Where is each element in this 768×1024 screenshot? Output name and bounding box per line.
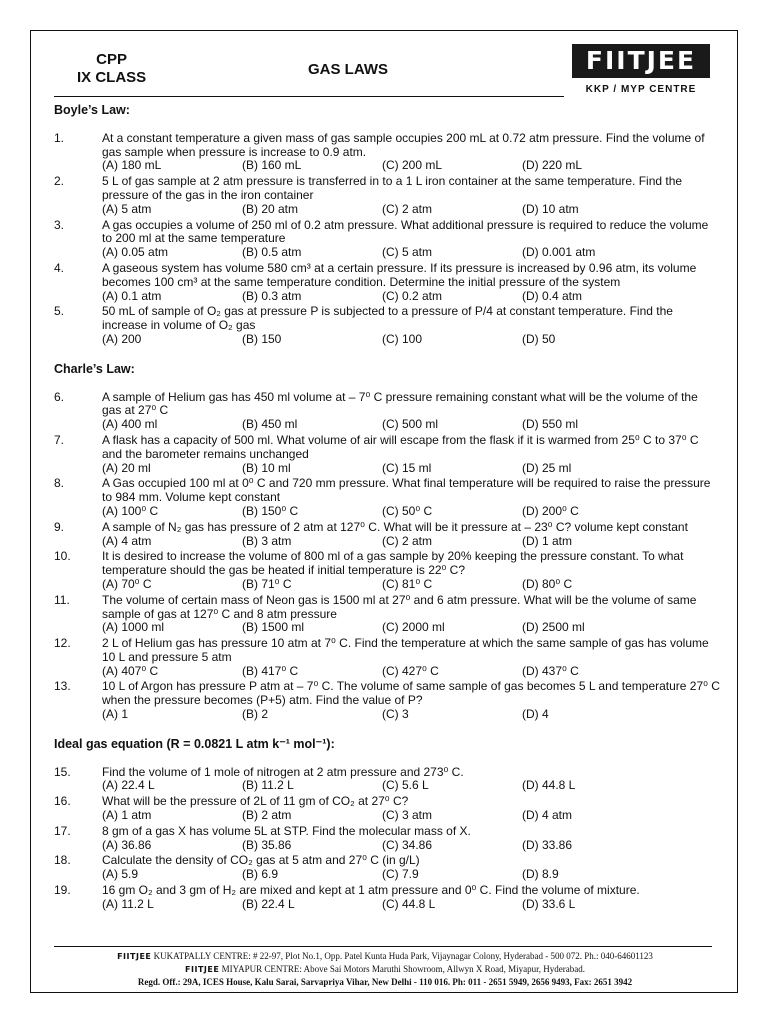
answer-options	[102, 333, 720, 347]
question-item	[54, 521, 720, 549]
question-body	[102, 219, 720, 260]
answer-option: (C) 500 ml	[382, 417, 439, 432]
question-text: 50 mL of sample of O₂ gas at pressure P is subjected to a pressure of P/4 at constant temperature. Find the increase in volume of O₂ gas	[102, 304, 673, 333]
answer-option: (D) 550 ml	[522, 417, 579, 432]
answer-option: (B) 2 atm	[242, 808, 292, 823]
fiitjee-logo: FIITJEE	[572, 44, 710, 78]
answer-options	[102, 418, 720, 432]
question-text: A gas occupies a volume of 250 ml of 0.2 atm pressure. What additional pressure is required to reduce the volume to 200 ml at the same temperature	[102, 217, 709, 246]
footer-line-3	[40, 976, 730, 989]
question-text: Find the volume of 1 mole of nitrogen at 2 atm pressure and 273⁰ C.	[102, 764, 464, 779]
answer-option: (A) 400 ml	[102, 417, 158, 432]
question-number: 5.	[54, 304, 65, 319]
centre-label: KKP / MYP CENTRE	[585, 84, 697, 95]
answer-option: (A) 1000 ml	[102, 620, 165, 635]
answer-option: (B) 417⁰ C	[242, 663, 299, 678]
answer-option: (A) 0.05 atm	[102, 245, 169, 260]
answer-option: (A) 11.2 L	[102, 896, 154, 911]
question-number: 1.	[54, 130, 65, 145]
question-body	[102, 305, 720, 346]
cpp-label: CPP	[96, 51, 128, 68]
question-number: 12.	[54, 636, 71, 651]
answer-option: (B) 0.5 atm	[242, 245, 302, 260]
answer-option: (A) 1	[102, 707, 129, 722]
question-number: 16.	[54, 794, 71, 809]
question-text: A sample of Helium gas has 450 ml volume at – 7⁰ C pressure remaining constant what will be the volume of the gas at 27⁰ C	[102, 389, 698, 418]
answer-options	[102, 246, 720, 260]
answer-option: (C) 81⁰ C	[382, 576, 433, 591]
answer-option: (D) 4 atm	[522, 808, 573, 823]
question-number: 18.	[54, 853, 71, 868]
header-divider	[54, 96, 564, 97]
answer-option: (B) 11.2 L	[242, 778, 294, 793]
answer-option: (C) 2000 ml	[382, 620, 445, 635]
question-number: 9.	[54, 519, 65, 534]
question-item	[54, 637, 720, 678]
question-item	[54, 550, 720, 591]
answer-option: (D) 200⁰ C	[522, 503, 579, 518]
question-text: 5 L of gas sample at 2 atm pressure is transferred in to a 1 L iron container at the same temperature. Find the pressure of the gas in the iron container	[102, 174, 683, 202]
question-text: It is desired to increase the volume of 800 ml of a gas sample by 20% keeping the pressure constant. To what temperature should the gas be heated if initial temperature is 22⁰ C?	[102, 549, 684, 578]
question-number: 15.	[54, 764, 71, 779]
question-body	[102, 594, 720, 635]
answer-option: (B) 0.3 atm	[242, 288, 302, 303]
question-text: A sample of N₂ gas has pressure of 2 atm at 127⁰ C. What will be it pressure at – 23⁰ C? volume kept constant	[102, 519, 688, 534]
question-text: 8 gm of a gas X has volume 5L at STP. Find the molecular mass of X.	[102, 823, 471, 838]
answer-option: (D) 8.9	[522, 867, 559, 882]
answer-options	[102, 839, 720, 853]
answer-option: (C) 34.86	[382, 837, 433, 852]
question-text: A flask has a capacity of 500 ml. What volume of air will escape from the flask if it is warmed from 25⁰ C to 37⁰ C and the barometer remains unchanged	[102, 432, 699, 461]
section-heading: Ideal gas equation (R = 0.0821 L atm k⁻¹ mol⁻¹):	[54, 736, 335, 751]
answer-options	[102, 708, 720, 722]
question-number: 11.	[54, 592, 70, 607]
answer-option: (D) 0.001 atm	[522, 245, 596, 260]
question-item	[54, 262, 720, 303]
answer-option: (B) 22.4 L	[242, 896, 295, 911]
page-title: GAS LAWS	[308, 61, 389, 78]
answer-option: (A) 70⁰ C	[102, 576, 152, 591]
footer	[40, 950, 730, 989]
section-gap	[54, 914, 720, 924]
answer-option: (A) 5.9	[102, 867, 139, 882]
question-item	[54, 477, 720, 518]
question-body	[102, 132, 720, 173]
answer-option: (B) 160 mL	[242, 158, 302, 173]
question-text: The volume of certain mass of Neon gas is 1500 ml at 27⁰ and 6 atm pressure. What will be the volume of same sample of gas at 127⁰ C and 8 atm pressure	[102, 592, 697, 621]
answer-option: (D) 2500 ml	[522, 620, 585, 635]
answer-option: (B) 20 atm	[242, 201, 299, 216]
answer-option: (D) 50	[522, 331, 556, 346]
question-body	[102, 521, 720, 549]
answer-option: (B) 150	[242, 331, 282, 346]
question-body	[102, 795, 720, 823]
footer-miyapur: MIYAPUR CENTRE: Above Sai Motors Maruthi Showroom, Allwyn X Road, Miyapur, Hyderabad.	[221, 964, 585, 974]
answer-option: (D) 220 mL	[522, 158, 583, 173]
answer-option: (D) 33.86	[522, 837, 573, 852]
footer-brand-2: FIITJEE	[185, 965, 220, 974]
footer-divider	[54, 946, 712, 947]
question-body	[102, 854, 720, 882]
question-text: A gaseous system has volume 580 cm³ at a certain pressure. If its pressure is increased by 0.96 atm, its volume becomes 100 cm³ at the same temperature condition. Determine the initial pressure of the system	[102, 260, 697, 289]
question-item	[54, 132, 720, 173]
question-item	[54, 825, 720, 853]
answer-option: (C) 200 mL	[382, 158, 443, 173]
answer-option: (B) 10 ml	[242, 460, 291, 475]
answer-option: (D) 25 ml	[522, 460, 572, 475]
answer-option: (C) 5.6 L	[382, 778, 429, 793]
question-body	[102, 175, 720, 216]
answer-options	[102, 809, 720, 823]
answer-option: (C) 2 atm	[382, 533, 433, 548]
question-text: A Gas occupied 100 ml at 0⁰ C and 720 mm pressure. What final temperature will be required to raise the pressure to 984 mm. Volume kept constant	[102, 476, 711, 505]
answer-option: (A) 5 atm	[102, 201, 152, 216]
question-item	[54, 305, 720, 346]
question-item	[54, 219, 720, 260]
answer-option: (B) 6.9	[242, 867, 279, 882]
section-heading: Boyle’s Law:	[54, 103, 130, 117]
answer-option: (A) 0.1 atm	[102, 288, 162, 303]
question-item	[54, 854, 720, 882]
question-body	[102, 262, 720, 303]
question-number: 6.	[54, 389, 65, 404]
answer-options	[102, 535, 720, 549]
answer-option: (A) 100⁰ C	[102, 503, 159, 518]
answer-options	[102, 779, 720, 793]
answer-option: (C) 44.8 L	[382, 896, 436, 911]
question-number: 19.	[54, 883, 71, 898]
ix-class-label: IX CLASS	[77, 69, 147, 86]
question-item	[54, 884, 720, 912]
answer-option: (B) 2	[242, 707, 269, 722]
question-body	[102, 680, 720, 721]
answer-option: (D) 4	[522, 707, 549, 722]
question-number: 7.	[54, 432, 65, 447]
answer-option: (C) 15 ml	[382, 460, 432, 475]
answer-option: (C) 5 atm	[382, 245, 433, 260]
answer-option: (C) 0.2 atm	[382, 288, 443, 303]
answer-option: (A) 20 ml	[102, 460, 151, 475]
question-body	[102, 477, 720, 518]
question-number: 13.	[54, 679, 71, 694]
answer-option: (A) 200	[102, 331, 142, 346]
answer-option: (B) 450 ml	[242, 417, 298, 432]
question-list	[54, 104, 720, 924]
answer-option: (B) 1500 ml	[242, 620, 305, 635]
question-item	[54, 434, 720, 475]
answer-option: (A) 407⁰ C	[102, 663, 159, 678]
class-label	[77, 51, 146, 87]
answer-option: (A) 1 atm	[102, 808, 152, 823]
answer-option: (C) 100	[382, 331, 423, 346]
question-number: 8.	[54, 476, 65, 491]
section-heading: Charle’s Law:	[54, 361, 135, 376]
question-text: 2 L of Helium gas has pressure 10 atm at 7⁰ C. Find the temperature at which the same sample of gas has volume 10 L and pressure 5 atm	[102, 636, 709, 664]
answer-option: (A) 36.86	[102, 837, 152, 852]
question-number: 4.	[54, 260, 65, 275]
question-body	[102, 550, 720, 591]
question-text: Calculate the density of CO₂ gas at 5 atm and 27⁰ C (in g/L)	[102, 853, 420, 868]
answer-option: (B) 3 atm	[242, 533, 292, 548]
answer-options	[102, 203, 720, 217]
question-number: 10.	[54, 549, 71, 564]
answer-option: (C) 7.9	[382, 867, 419, 882]
question-body	[102, 391, 720, 432]
question-body	[102, 825, 720, 853]
footer-brand-1: FIITJEE	[117, 952, 152, 961]
question-text: 10 L of Argon has pressure P atm at – 7⁰ C. The volume of same sample of gas becomes 5 L and temperature 27⁰ C when the pressure becomes (P+5) atm. Find the value of P?	[102, 679, 720, 708]
question-number: 3.	[54, 217, 65, 232]
question-body	[102, 637, 720, 678]
answer-option: (C) 3 atm	[382, 808, 433, 823]
answer-options	[102, 898, 720, 912]
question-item	[54, 175, 720, 216]
answer-options	[102, 505, 720, 519]
answer-options	[102, 290, 720, 304]
footer-regd: Regd. Off.: 29A, ICES House, Kalu Sarai, Sarvapriya Vihar, New Delhi - 110 016. Ph: 011 - 2651 5949, 2656 9493, Fax: 2651 3942	[137, 977, 633, 987]
answer-option: (D) 0.4 atm	[522, 288, 583, 303]
answer-options	[102, 462, 720, 476]
answer-option: (D) 1 atm	[522, 533, 573, 548]
section-gap	[54, 349, 720, 359]
answer-option: (D) 80⁰ C	[522, 576, 573, 591]
footer-kukatpally: KUKATPALLY CENTRE: # 22-97, Plot No.1, Opp. Patel Kunta Huda Park, Vijaynagar Colony, Hyderabad - 500 072. Ph.: 040-64601123	[153, 951, 653, 961]
answer-option: (B) 71⁰ C	[242, 576, 292, 591]
answer-option: (A) 4 atm	[102, 533, 152, 548]
question-item	[54, 594, 720, 635]
answer-option: (B) 35.86	[242, 837, 292, 852]
question-number: 2.	[54, 174, 65, 189]
question-item	[54, 391, 720, 432]
footer-line-1	[40, 950, 730, 963]
answer-option: (A) 180 mL	[102, 158, 162, 173]
section-gap	[54, 724, 720, 734]
question-item	[54, 795, 720, 823]
answer-option: (D) 44.8 L	[522, 778, 576, 793]
answer-options	[102, 621, 720, 635]
question-item	[54, 766, 720, 794]
answer-option: (D) 33.6 L	[522, 896, 576, 911]
answer-option: (A) 22.4 L	[102, 778, 155, 793]
question-body	[102, 434, 720, 475]
answer-option: (C) 3	[382, 707, 409, 722]
question-body	[102, 884, 720, 912]
answer-options	[102, 665, 720, 679]
answer-options	[102, 868, 720, 882]
question-text: 16 gm O₂ and 3 gm of H₂ are mixed and kept at 1 atm pressure and 0⁰ C. Find the volume of mixture.	[102, 883, 640, 898]
answer-option: (D) 10 atm	[522, 201, 579, 216]
answer-option: (B) 150⁰ C	[242, 503, 299, 518]
answer-option: (C) 50⁰ C	[382, 503, 433, 518]
answer-option: (D) 437⁰ C	[522, 663, 579, 678]
question-number: 17.	[54, 823, 71, 838]
answer-options	[102, 578, 720, 592]
footer-line-2	[40, 963, 730, 976]
question-item	[54, 680, 720, 721]
question-text: What will be the pressure of 2L of 11 gm of CO₂ at 27⁰ C?	[102, 794, 409, 809]
answer-option: (C) 427⁰ C	[382, 663, 439, 678]
answer-option: (C) 2 atm	[382, 201, 433, 216]
answer-options	[102, 159, 720, 173]
question-body	[102, 766, 720, 794]
question-text: At a constant temperature a given mass of gas sample occupies 200 mL at 0.72 atm pressure. Find the volume of gas sample when pressure is increase to 0.9 atm.	[102, 130, 705, 159]
